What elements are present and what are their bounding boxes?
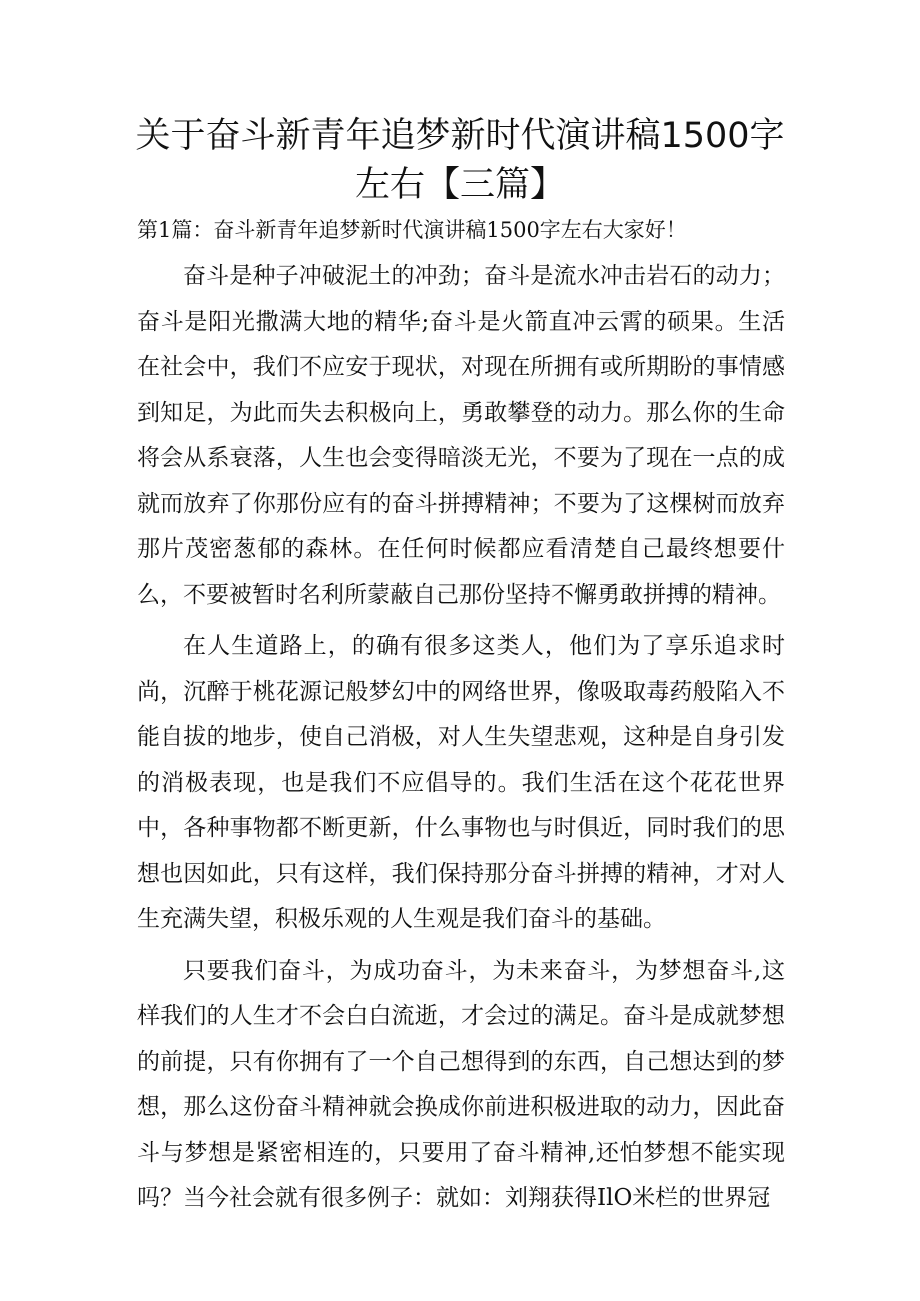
paragraph: 奋斗是种子冲破泥土的冲劲；奋斗是流水冲击岩石的动力；奋斗是阳光撒满大地的精华;奋斗是火箭直冲云霄的硕果。生活在社会中，我们不应安于现状，对现在所拥有或所期盼的事情感到知足，为此而失去积极向上，勇敢攀登的动力。那么你的生命将会从系衰落，人生也会变得暗淡无光，不要为了现在一点的成就而放弃了你那份应有的奋斗拼搏精神；不要为了这棵树而放弃那片茂密葱郁的森林。在任何时候都应看清楚自己最终想要什么，不要被暂时名利所蒙蔽自己那份坚持不懈勇敢拼搏的精神。 — [137, 263, 785, 608]
body-text — [137, 254, 785, 1228]
paragraph: 在人生道路上，的确有很多这类人，他们为了享乐追求时尚，沉醉于桃花源记般梦幻中的网络世界，像吸取毒药般陷入不能自拔的地步，使自己消极，对人生失望悲观，这种是自身引发的消极表现，也是我们不应倡导的。我们生活在这个花花世界中，各种事物都不断更新，什么事物也与时俱近，同时我们的思想也因如此，只有这样，我们保持那分奋斗拼搏的精神，才对人生充满失望，积极乐观的人生观是我们奋斗的基础。 — [137, 633, 785, 932]
section-heading: 第1篇：奋斗新青年追梦新时代演讲稿1500字左右大家好！ — [137, 218, 687, 242]
paragraph: 只要我们奋斗，为成功奋斗，为未来奋斗，为梦想奋斗,这样我们的人生才不会白白流逝，才会过的满足。奋斗是成就梦想的前提，只有你拥有了一个自己想得到的东西，自己想达到的梦想，那么这份奋斗精神就会换成你前进积极进取的动力，因此奋斗与梦想是紧密相连的，只要用了奋斗精神,还怕梦想不能实现吗？当今社会就有很多例子：就如：刘翔获得IlO米栏的世界冠 — [137, 957, 785, 1211]
document-title: 关于奋斗新青年追梦新时代演讲稿1500字左右【三篇】 — [135, 116, 785, 205]
